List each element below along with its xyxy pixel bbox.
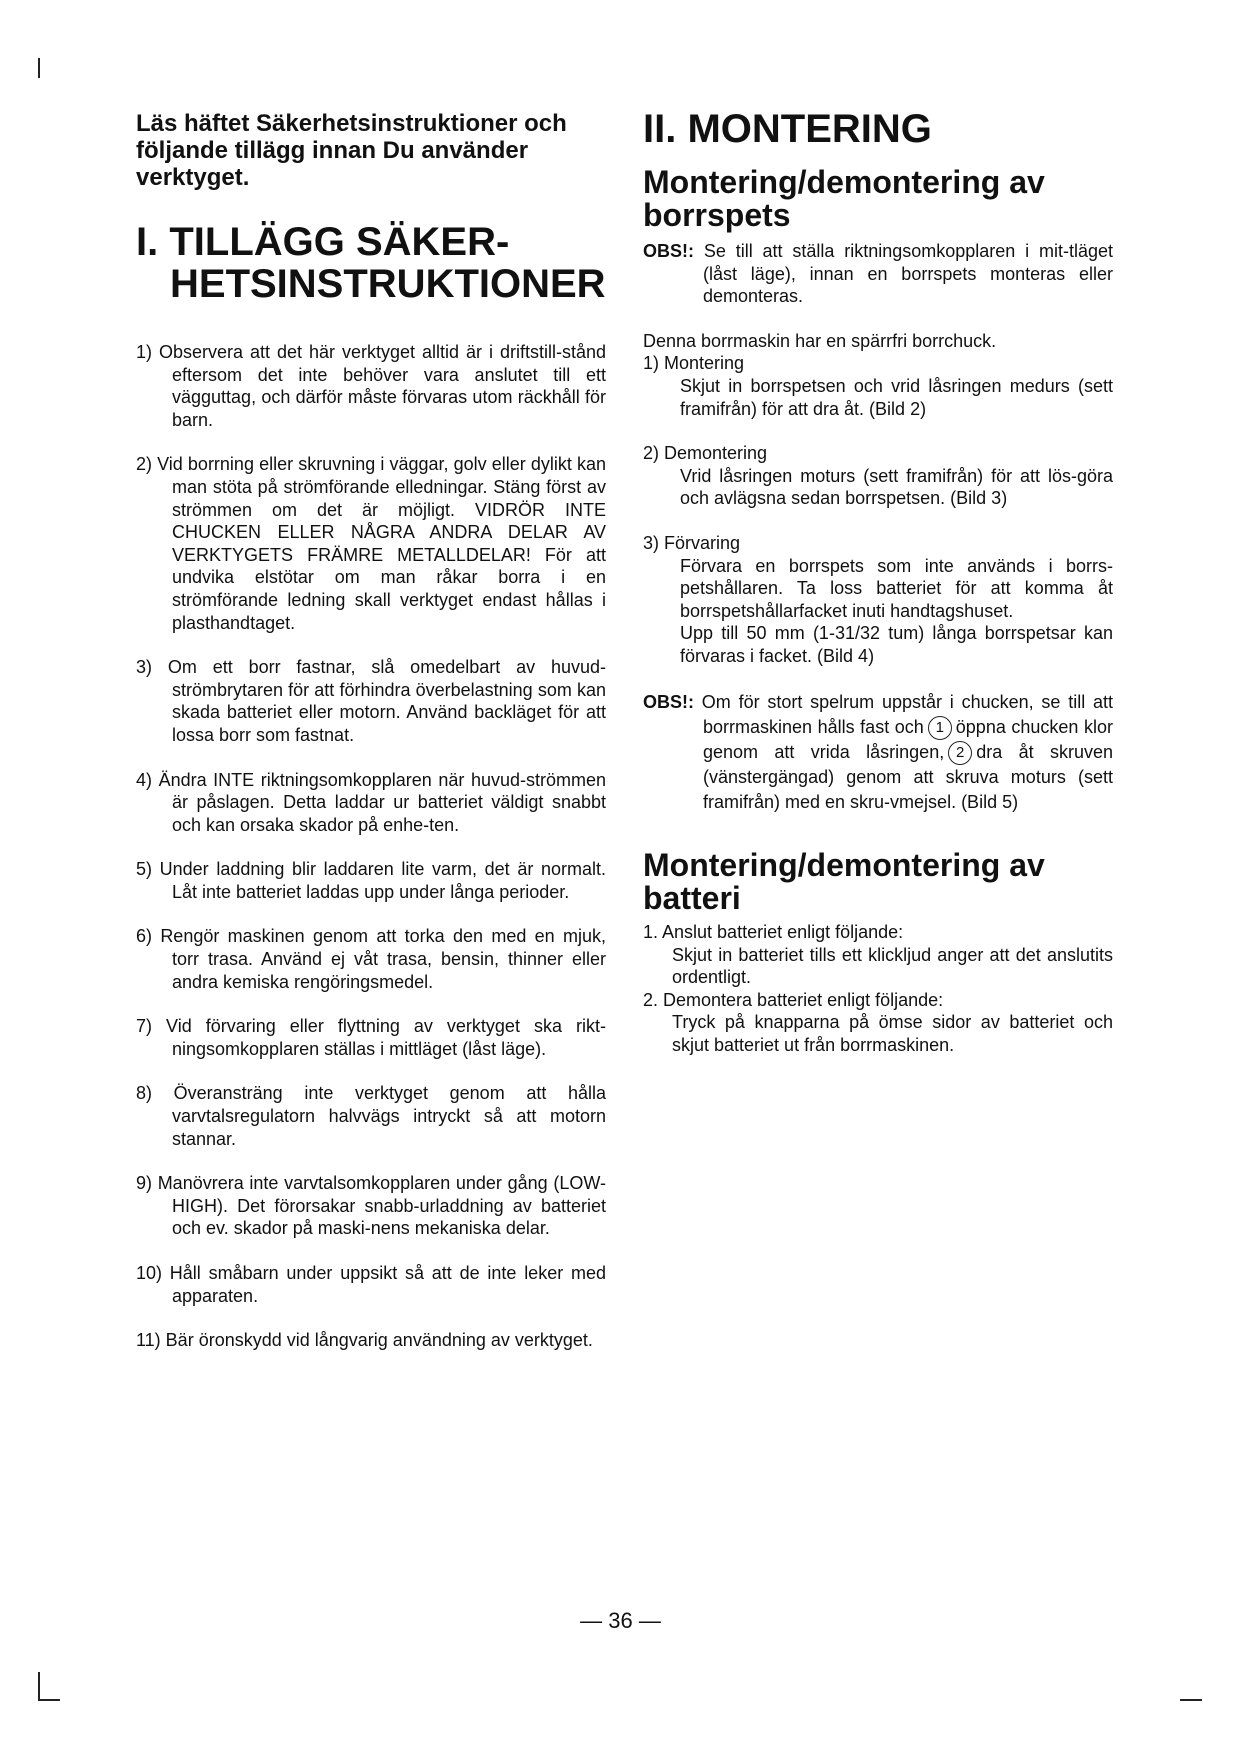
subheading-drill-bit: Montering/demontering av borrspets (643, 164, 1045, 233)
note-text-part2: öppna chucken klor genom att vrida låsringen, (703, 716, 1113, 762)
crop-mark-bottom-right (1180, 1699, 1202, 1701)
list-item: 8) Överansträng inte verktyget genom att hålla varvtalsregulatorn halvvägs intryckt så att motorn stannar. (136, 1083, 606, 1149)
step-body: Skjut in borrspetsen och vrid låsringen medurs (sett framifrån) för att dra åt. (Bild 2) (680, 375, 1113, 419)
right-column (643, 108, 1113, 1057)
step-body-extra: Upp till 50 mm (1-31/32 tum) långa borrspetsar kan förvaras i facket. (Bild 4) (680, 623, 1113, 666)
section-heading-mounting: II. MONTERING (643, 107, 932, 151)
list-item: 6) Rengör maskinen genom att torka den med en mjuk, torr trasa. Använd ej våt trasa, bensin, thinner eller andra kemiska rengöringsmedel. (136, 926, 606, 992)
note-text-part1: Om för stort spelrum uppstår i chucken, se till att borrmaskinen hålls fast och (701, 691, 1113, 737)
list-item: 7) Vid förvaring eller flyttning av verktyget ska rikt-ningsomkopplaren ställas i mittläget (låst läge). (136, 1016, 606, 1059)
callout-number-2: 2 (948, 741, 972, 765)
crop-mark-top-left (38, 58, 40, 78)
battery-step-label: 1. Anslut batteriet enligt följande: (643, 922, 904, 942)
step-label: 2) Demontering (643, 443, 768, 464)
list-item: 1) Observera att det här verktyget alltid är i driftstill-stånd eftersom det inte behöver vara anslutet till ett vägguttag, och därför måste förvaras utom räckhåll för barn. (136, 342, 606, 430)
step-label: 1) Montering (643, 353, 745, 374)
crop-mark-bottom-left-vertical (38, 1672, 40, 1700)
battery-step-body: Tryck på knapparna på ömse sidor av batteriet och skjut batteriet ut från borrmaskinen. (672, 1012, 1113, 1055)
list-item: 5) Under laddning blir laddaren lite varm, det är normalt. Låt inte batteriet laddas upp under långa perioder. (136, 859, 606, 902)
note-text-part3: dra åt skruven (vänstergängad) genom att skruva moturs (sett framifrån) med en skru-vmejsel. (Bild 5) (703, 741, 1113, 812)
list-item: 4) Ändra INTE riktningsomkopplaren när huvud-strömmen är påslagen. Detta laddar ur batteriet väldigt snabbt och kan orsaka skador på enhe-ten. (136, 769, 606, 835)
step-body: Förvara en borrspets som inte används i borrs-petshållaren. Ta loss batteriet för att komma åt borrspetshållarfacket inuti handtagshuset. (680, 555, 1113, 621)
subheading-battery: Montering/demontering av batteri (643, 847, 1045, 916)
intro-text: Läs häftet Säkerhetsinstruktioner och följande tillägg innan Du använder verktyget. (136, 110, 567, 191)
safety-list (136, 341, 606, 1352)
battery-step-body: Skjut in batteriet tills ett klickljud anger att det anslutits ordentligt. (672, 944, 1113, 988)
list-item: 2) Vid borrning eller skruvning i väggar, golv eller dylikt kan man stöta på strömförande elledningar. Stäng först av strömmen om det är möjligt. VIDRÖR INTE CHUCKEN ELLER NÅGRA ANDRA DELAR AV VERKTYGETS FRÄMRE METALLDELAR! För att undvika elstötar om man råkar borra i en strömförande ledning skall verktyget endast hållas i plasthandtaget. (136, 454, 606, 633)
callout-number-1: 1 (928, 716, 952, 740)
note-text: Se till att ställa riktningsomkopplaren i mit-tläget (låst läge), innan en borrspets monteras eller demonteras. (703, 241, 1113, 307)
chuck-intro: Denna borrmaskin har en spärrfri borrchuck. (643, 330, 997, 351)
page-number: — 36 — (580, 1608, 661, 1633)
crop-mark-bottom-left-horizontal (38, 1699, 60, 1701)
section-heading-safety: I. TILLÄGG SÄKER-HETSINSTRUKTIONER (136, 220, 606, 306)
note-direction-switch (643, 240, 1113, 308)
list-item: 10) Håll småbarn under uppsikt så att de inte leker med apparaten. (136, 1263, 606, 1306)
list-item: 9) Manövrera inte varvtalsomkopplaren under gång (LOW-HIGH). Det förorsakar snabb-urladdning av batteriet och ev. skador på maski-nens mekaniska delar. (136, 1173, 606, 1239)
battery-step-label: 2. Demontera batteriet enligt följande: (643, 989, 944, 1010)
step-label: 3) Förvaring (643, 532, 741, 553)
list-item: 11) Bär öronskydd vid långvarig användning av verktyget. (136, 1330, 593, 1351)
note-chuck-play (643, 690, 1113, 816)
list-item: 3) Om ett borr fastnar, slå omedelbart av huvud-strömbrytaren för att förhindra överbelastning som kan skada batteriet eller motorn. Använd backläget för att lossa borr som fastnat. (136, 657, 606, 745)
note-label: OBS!: (643, 241, 694, 261)
note-label: OBS!: (643, 691, 694, 712)
step-body: Vrid låsringen moturs (sett framifrån) för att lös-göra och avlägsna sedan borrspetsen. (Bild 3) (680, 465, 1113, 509)
left-column (136, 110, 606, 1352)
